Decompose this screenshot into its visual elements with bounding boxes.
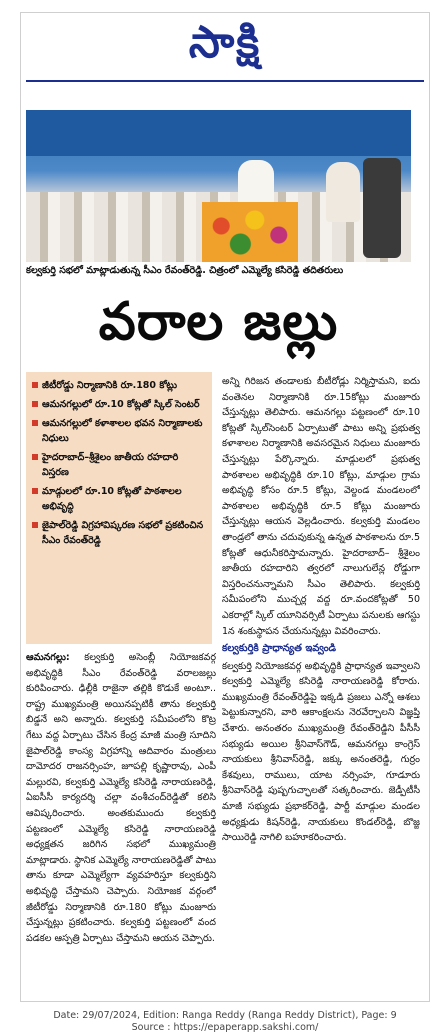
bullet-icon: [32, 454, 38, 460]
bullet-icon: [32, 420, 38, 426]
cameraman-figure: [363, 158, 401, 258]
highlight-item: మాడ్గులలో రూ.10 కోట్లతో పాఠశాలల అభివృద్ధి: [32, 484, 206, 514]
article-right-column: [222, 374, 420, 954]
article-body-right-1: అన్ని గిరిజన తండాలకు బీటీరోడ్లు నిర్మిస్తామని, ఐదు వంతెనల నిర్మాణానికి రూ.15కోట్లు మంజూరు చేస్తున్నట్లు తెలిపారు. ఆమనగల్లు పట్టణంలో రూ.10 కోట్లతో స్కిల్‌సెంటర్‌ ఏర్పాటుతో పాటు అన్ని ప్రభుత్వ కళాశాలల నిర్మాణానికి అవసరమైన నిధులు మంజూరు చేస్తున్నట్లు పేర్కొన్నారు. మాడ్గులలో ప్రభుత్వ పాఠశాలల అభివృద్ధికి రూ.10 కోట్లు, మాడ్గుల గ్రామ అభివృద్ధి కోసం రూ.5 కోట్లు, వెల్దండ మండలంలో పాఠశాలల అభివృద్ధికి రూ.5 కోట్లు మంజూరు చేస్తున్నట్లు ఆయన వెల్లడించారు. కల్వకుర్తి మండలం తాండ్రలో తాను చదువుకున్న ఉన్నత పాఠశాలను రూ.5 కోట్లతో ఆధునీకరిస్తామన్నారు. హైదరాబాద్‌– శ్రీశైలం జాతీయ రహదారిని త్వరలో నాలుగులేన్ల రోడ్డుగా విస్తరించనున్నామని సీఎం తెలిపారు. కల్వకుర్తి సమీపంలోని ముచ్చర్ల వద్ద రూ.వందకోట్లతో 50 ఎకరాల్లో స్కిల్‌ యూనివర్సిటీ ఏర్పాటు పనులకు ఆగస్టు 1న శంకుస్థాపన చేయనున్నట్లు వివరించారు.: [222, 376, 420, 637]
news-photo: [26, 110, 411, 262]
newspaper-logo: సాక్షి: [188, 17, 262, 68]
mla-figure: [326, 162, 360, 222]
highlight-item: ఆమనగల్లులో రూ.10 కోట్లతో స్కిల్‌ సెంటర్‌: [32, 397, 206, 412]
bullet-icon: [32, 488, 38, 494]
source-link[interactable]: Source : https://epaperapp.sakshi.com/: [131, 1022, 319, 1033]
edition-meta: Date: 29/07/2024, Edition: Ranga Reddy (Ranga Reddy District), Page: 9: [53, 1010, 397, 1021]
article-dateline: ఆమనగల్లు:: [26, 652, 70, 663]
bullet-icon: [32, 522, 38, 528]
article-subhead: కల్వకుర్తికి ప్రాధాన్యత ఇవ్వండి: [222, 643, 337, 655]
article-left-column: [26, 650, 216, 950]
highlight-item: హైదరాబాద్‌–శ్రీశైలం జాతీయ రహదారి విస్తరణ: [32, 450, 206, 480]
masthead-rule: [26, 80, 424, 82]
headline: వరాల జల్లు: [98, 292, 339, 352]
bullet-icon: [32, 382, 38, 388]
flower-bouquet: [202, 202, 298, 262]
stage-banner: [26, 110, 411, 156]
article-body-left: కల్వకుర్తి అసెంబ్లీ నియోజకవర్గ అభివృద్ధికి సీఎం రేవంత్‌రెడ్డి వరాలజల్లు కురిపించారు. ఢిల్లీకి రాజైనా తల్లికి కొడుకే అంటూ.. రాష్ట్ర ముఖ్యమంత్రి అయినప్పటికీ తాను కల్వకుర్తి బిడ్డనే అని అన్నారు. కల్వకుర్తి సమీపంలోని కొట్ర గేటు వద్ద ఏర్పాటు చేసిన కేంద్ర మాజీ మంత్రి సూదిని జైపాల్‌రెడ్డి కాంస్య విగ్రహాన్ని ఆదివారం మంత్రులు దామోదర రాజనర్సింహ, జూపల్లి కృష్ణారావు, ఎంపీ మల్లురవి, కల్వకుర్తి ఎమ్మెల్యే కసిరెడ్డి నారాయణరెడ్డి, ఏఐసీసీ కార్యదర్శి చల్లా వంశీచంద్‌రెడ్డితో కలిసి ఆవిష్కరించారు. అంతకుముందు కల్వకుర్తి పట్టణంలో ఎమ్మెల్యే కసిరెడ్డి నారాయణరెడ్డి అధ్యక్షతన జరిగిన సభలో ముఖ్యమంత్రి మాట్లాడారు. స్థానిక ఎమ్మెల్యే నారాయణరెడ్డితో పాటు తాను కూడా ఎమ్మెల్యేగా వ్యవహరిస్తూ కల్వకుర్తిని అభివృద్ధి చేస్తామని చెప్పారు. నియోజక వర్గంలో జీటీరోడ్డు నిర్మాణానికి రూ.180 కోట్లు మంజూరు చేస్తున్నట్లు ప్రకటించారు. కల్వకుర్తి పట్టణంలో వంద పడకల ఆస్పత్రి ఏర్పాటు చేస్తామని ఆయన చెప్పారు.: [26, 652, 216, 944]
article-body-right-2: కల్వకుర్తి నియోజకవర్గ అభివృద్ధికి ప్రాధాన్యత ఇవ్వాలని కల్వకుర్తి ఎమ్మెల్యే కసిరెడ్డి నారాయణరెడ్డి కోరారు. ముఖ్యమంత్రి రేవంత్‌రెడ్డిపై ఇక్కడి ప్రజలు ఎన్నో ఆశలు పెట్టుకున్నారని, వారి ఆకాంక్షలను నెరవేర్చాలని విజ్ఞప్తి చేశారు. అనంతరం ముఖ్యమంత్రి రేవంత్‌రెడ్డిని పీసీసీ సభ్యుడు అయిల శ్రీనివాస్‌గౌడ్‌, ఆమనగల్లు కాంగ్రెస్‌ నాయకులు శ్రీనివాస్‌రెడ్డి, జక్కు అనంతరెడ్డి, గుర్రం కేశవులు, రాములు, యాట నర్సింహ, గూడూరు శ్రీనివాస్‌రెడ్డి పుష్పగుచ్ఛాలతో సత్కరించారు. జెడ్పీటీసీ మాజీ సభ్యుడు ప్రభాకర్‌రెడ్డి, పార్టీ మాడ్గుల మండల అధ్యక్షుడు కిషన్‌రెడ్డి, నాయకులు కొండల్‌రెడ్డి, బొజ్జ సాయిరెడ్డి నాగిలి బహూకరించారు.: [222, 660, 420, 844]
masthead: [20, 14, 430, 72]
page-footer: [20, 1010, 430, 1034]
highlight-item: జీటీరోడ్డు నిర్మాణానికి రూ.180 కోట్లు: [32, 378, 206, 393]
highlight-item: జైపాల్‌రెడ్డి విగ్రహావిష్కరణ సభలో ప్రకటించిన సీఎం రేవంత్‌రెడ్డి: [32, 518, 206, 548]
photo-caption: కల్వకుర్తి సభలో మాట్లాడుతున్న సీఎం రేవంత్‌రెడ్డి. చిత్రంలో ఎమ్మెల్యే కసిరెడ్డి తదితరులు: [26, 265, 344, 276]
bullet-icon: [32, 401, 38, 407]
highlights-box: [26, 372, 212, 644]
highlight-item: ఆమనగల్లులో కళాశాలల భవన నిర్మాణాలకు నిధులు: [32, 416, 206, 446]
